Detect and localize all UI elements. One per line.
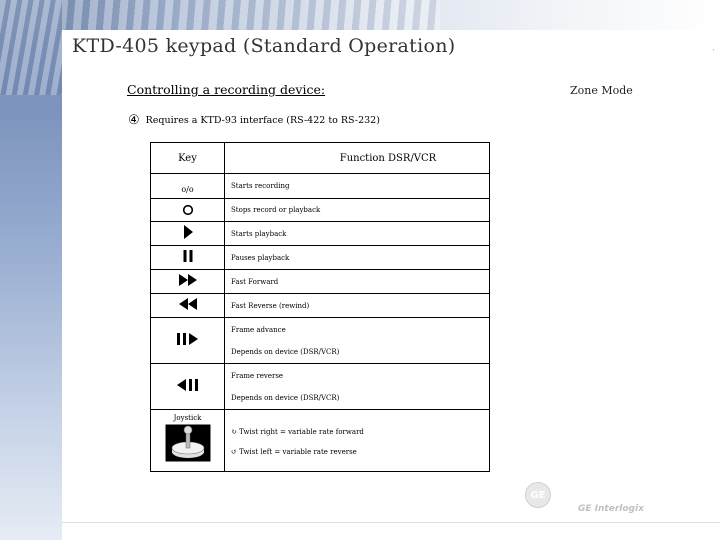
header-banner <box>0 0 720 30</box>
function-column-header <box>225 143 490 174</box>
section-subtitle: Controlling a recording device: <box>127 82 326 97</box>
twist-left-icon: ↺ <box>231 448 240 456</box>
play-icon <box>151 222 225 246</box>
table-row <box>151 246 490 270</box>
function-text: Twist left = variable rate reverse <box>239 448 357 456</box>
table-header-row <box>151 143 490 174</box>
function-cell <box>225 294 490 318</box>
function-cell <box>225 246 490 270</box>
function-header-text: Function DSR/VCR <box>339 152 437 164</box>
function-text: Stops record or playback <box>231 206 321 214</box>
ge-logo-icon: GE <box>525 482 551 508</box>
function-cell <box>225 270 490 294</box>
footer-divider <box>62 522 720 523</box>
side-banner <box>0 0 62 540</box>
function-cell <box>225 318 490 364</box>
function-cell <box>225 222 490 246</box>
fast-reverse-icon <box>151 294 225 318</box>
key-function-table <box>150 142 490 472</box>
stop-icon <box>151 199 225 222</box>
function-text: Depends on device (DSR/VCR) <box>231 393 340 402</box>
function-text: Starts playback <box>231 229 287 238</box>
pause-icon <box>151 246 225 270</box>
requirement-text: Requires a KTD-93 interface (RS-422 to RS-232) <box>145 115 380 126</box>
table-row <box>151 364 490 410</box>
table-row <box>151 318 490 364</box>
record-glyph: o/o <box>181 184 194 194</box>
function-text: Frame reverse <box>231 371 284 380</box>
joystick-icon <box>151 410 225 472</box>
joystick-label: Joystick <box>173 414 202 422</box>
function-cell <box>225 364 490 410</box>
function-text: Pauses playback <box>231 253 290 262</box>
function-text: Twist right = variable rate forward <box>239 428 364 436</box>
function-text: Frame advance <box>231 325 286 334</box>
brand-name: GE Interlogix <box>578 504 644 514</box>
table-row <box>151 410 490 472</box>
table-row <box>151 294 490 318</box>
table-row <box>151 174 490 199</box>
function-text: Depends on device (DSR/VCR) <box>231 347 340 356</box>
frame-advance-icon <box>151 318 225 364</box>
bullet-icon: ④ <box>128 113 140 128</box>
function-cell <box>225 410 490 472</box>
table-row <box>151 270 490 294</box>
function-line <box>231 426 489 438</box>
function-text: Fast Reverse (rewind) <box>231 301 310 310</box>
function-text: Fast Forward <box>231 277 279 286</box>
function-line <box>231 446 489 458</box>
frame-reverse-icon <box>151 364 225 410</box>
twist-right-icon: ↻ <box>231 428 240 436</box>
corner-mark: · <box>712 46 715 56</box>
function-cell <box>225 199 490 222</box>
record-icon <box>151 174 225 199</box>
table-row <box>151 199 490 222</box>
zone-mode-label: Zone Mode <box>570 84 633 97</box>
fast-forward-icon <box>151 270 225 294</box>
requirement-note <box>128 113 380 128</box>
key-column-header: Key <box>151 143 225 174</box>
page-title: KTD-405 keypad (Standard Operation) <box>72 35 456 57</box>
function-text: Starts recording <box>231 182 290 190</box>
table-row <box>151 222 490 246</box>
function-cell <box>225 174 490 199</box>
